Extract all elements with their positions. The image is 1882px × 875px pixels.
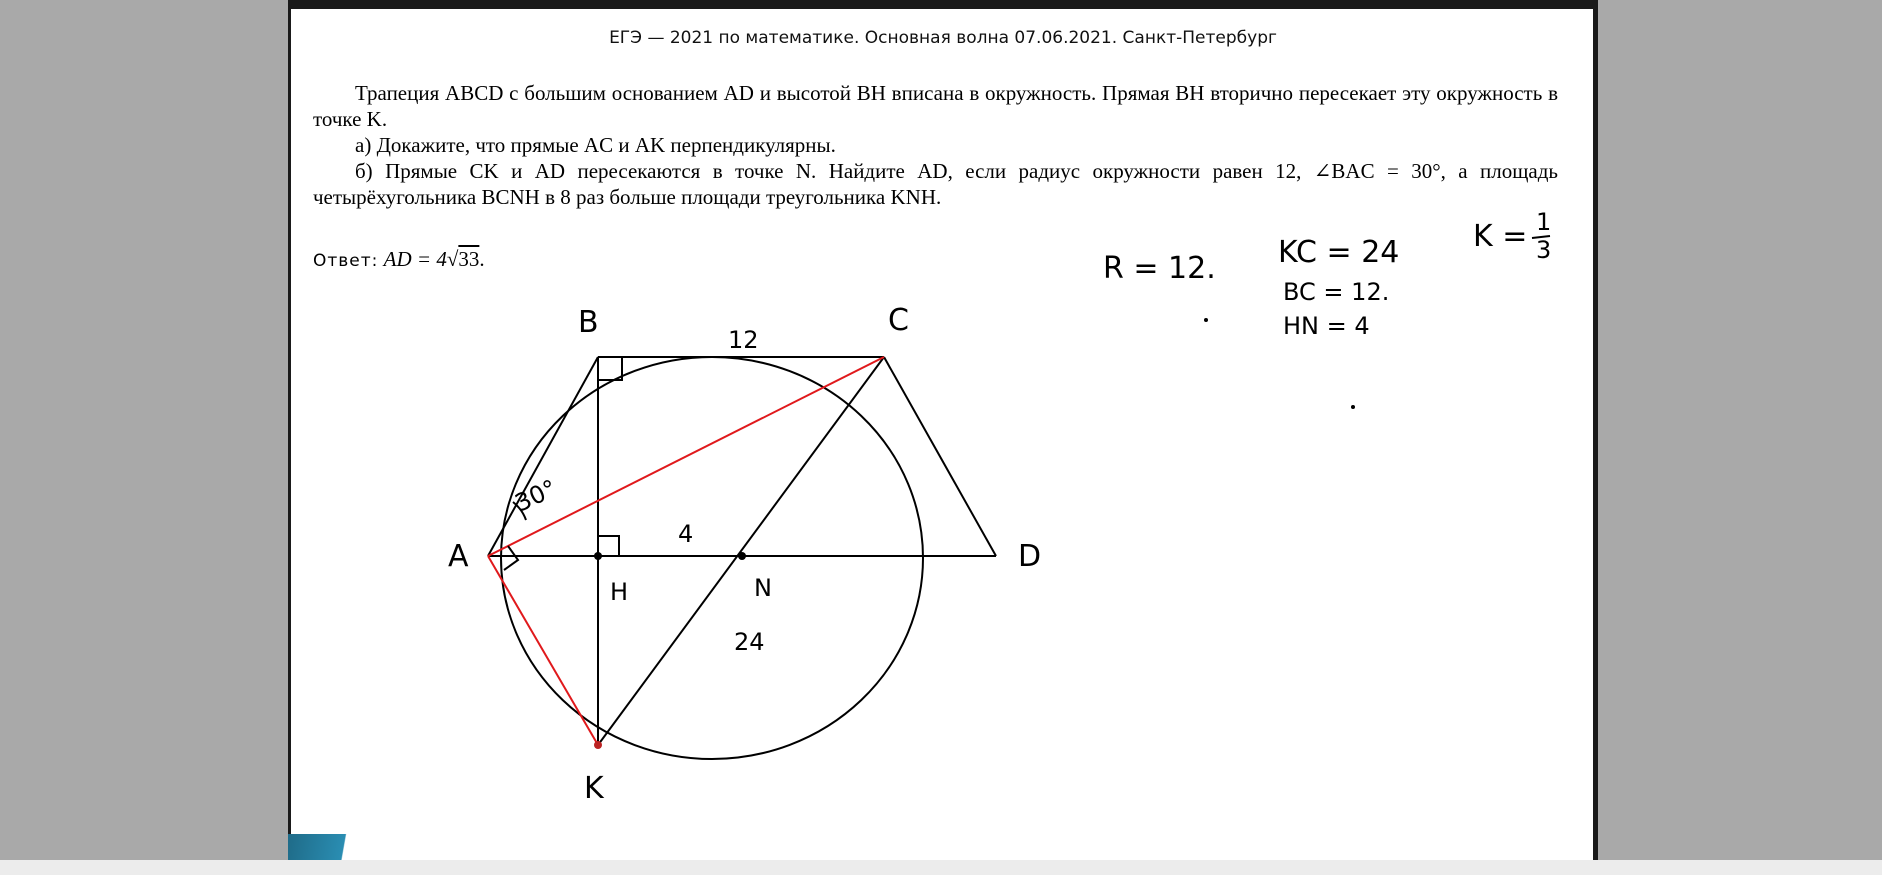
problem-part-a: а) Докажите, что прямые AC и AK перпендикулярны.	[355, 133, 836, 157]
geometry-diagram	[288, 0, 1598, 860]
right-angle-a	[504, 546, 518, 570]
page-header: ЕГЭ — 2021 по математике. Основная волна 07.06.2021. Санкт-Петербург	[609, 28, 1277, 48]
note-radius: R = 12.	[1103, 251, 1216, 286]
problem-intro: Трапеция ABCD с большим основанием AD и высотой BH вписана в окружность. Прямая BH вторично пересекает эту окружность в точке K.	[313, 81, 1558, 131]
segment-cd	[884, 357, 996, 556]
label-nk-length: 24	[734, 628, 765, 656]
label-a: A	[448, 539, 469, 574]
label-hn-length: 4	[678, 520, 694, 548]
note-bc: BC = 12.	[1283, 278, 1390, 306]
answer-prefix: AD = 4√	[383, 247, 459, 271]
answer-radicand: 33	[458, 247, 480, 271]
right-angle-h	[598, 536, 619, 556]
answer-label: Ответ:	[313, 251, 379, 271]
bottom-strip	[0, 860, 1882, 875]
label-b: B	[578, 305, 599, 340]
point-h	[594, 552, 602, 560]
point-k	[594, 741, 602, 749]
right-angle-b	[598, 357, 622, 380]
note-dot-2	[1351, 405, 1355, 409]
note-k-num: 1	[1536, 208, 1552, 236]
slide-corner-decoration	[288, 834, 388, 860]
label-h: H	[610, 578, 629, 606]
note-k-den: 3	[1536, 236, 1552, 264]
answer-suffix: .	[479, 247, 485, 271]
label-n: N	[754, 574, 772, 602]
label-angle: 30°	[510, 474, 562, 518]
segment-ab	[488, 357, 598, 556]
label-d: D	[1018, 539, 1042, 574]
note-kc: KC = 24	[1278, 235, 1400, 270]
label-bc-length: 12	[728, 326, 759, 354]
note-dot-1	[1204, 318, 1208, 322]
document-page	[288, 0, 1598, 860]
problem-part-b: б) Прямые CK и AD пересекаются в точке N. Найдите AD, если радиус окружности равен 12, ∠BAC = 30°, а площадь четырёхугольника BCNH в 8 раз больше площади треугольника KNH.	[313, 159, 1558, 209]
point-n	[738, 552, 746, 560]
note-hn: HN = 4	[1283, 312, 1370, 340]
segment-ck	[598, 357, 884, 745]
segment-ak-red	[488, 556, 598, 745]
label-k: K	[584, 771, 604, 806]
label-c: C	[888, 303, 909, 338]
note-k-label: K =	[1473, 219, 1528, 254]
